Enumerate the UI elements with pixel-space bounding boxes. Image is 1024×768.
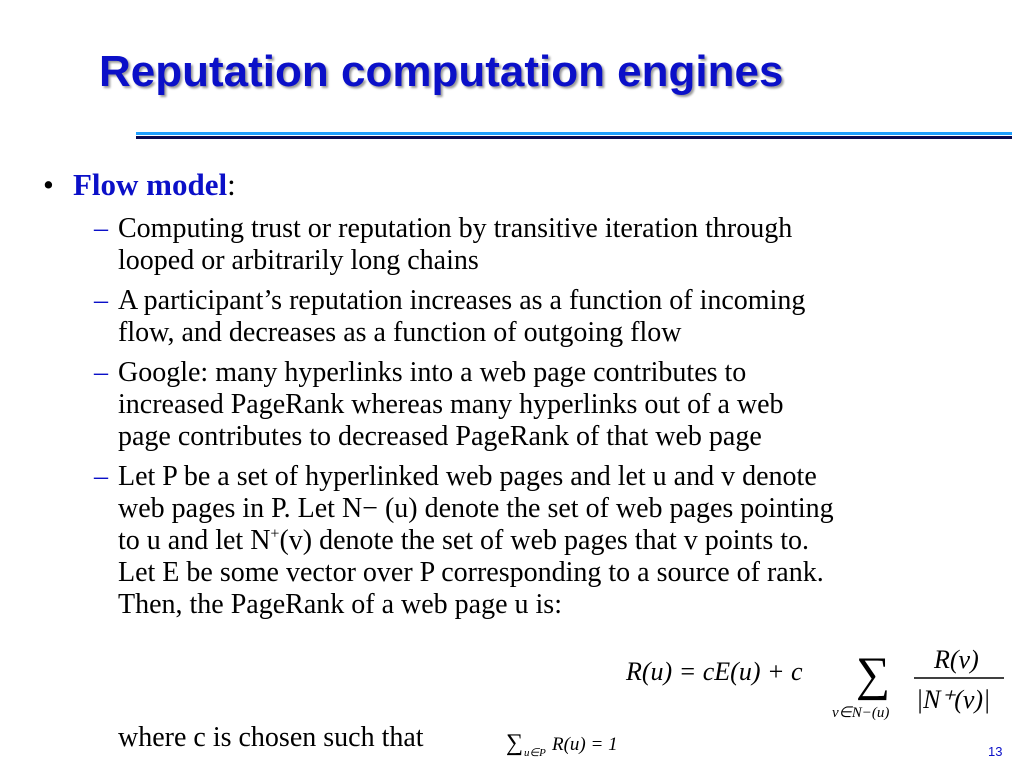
bullet-flow-model (43, 167, 236, 203)
text-segment: (v) denote the set of web pages that v points to. (279, 525, 809, 556)
pagerank-formula (624, 640, 1008, 722)
summation-subscript-small: u∈P (524, 747, 546, 759)
sub-item-text-line: looped or arbitrarily long chains (118, 245, 479, 276)
dash-marker: – (94, 461, 108, 492)
sub-item-text-line: Computing trust or reputation by transitive iteration through (118, 213, 793, 244)
summation-symbol-small: ∑ (506, 730, 524, 756)
formula-lhs: R(u) = cE(u) + c (626, 657, 803, 686)
bullet-marker: • (43, 167, 54, 202)
bullet-heading: Flow model (73, 167, 228, 202)
summation-subscript: v∈N−(u) (832, 705, 890, 721)
sub-item-text-line: flow, and decreases as a function of outgoing flow (118, 317, 682, 348)
text-segment: to u and let N (118, 525, 271, 556)
summation-symbol: ∑ (856, 648, 891, 701)
sub-item-text-line: web pages in P. Let N− (u) denote the set of web pages pointing (118, 493, 834, 524)
normalization-formula (504, 726, 664, 760)
sub-item-pagerank-definition (94, 461, 1004, 621)
slide-title: Reputation computation engines (99, 47, 784, 96)
sub-item-text-line (118, 525, 1004, 557)
sub-item-text-line: A participant’s reputation increases as a function of incoming (118, 285, 806, 316)
sub-item-incoming-outgoing-flow (94, 285, 1004, 349)
sub-item-text-line: page contributes to decreased PageRank of that web page (118, 421, 762, 452)
title-underline (136, 136, 1012, 139)
dash-marker: – (94, 285, 108, 316)
fraction-numerator: R(v) (934, 645, 979, 674)
where-clause: where c is chosen such that (118, 722, 424, 753)
sub-item-text-line: Google: many hyperlinks into a web page contributes to (118, 357, 747, 388)
fraction-denominator: |N⁺(v)| (916, 685, 991, 714)
slide-number: 13 (988, 744, 1003, 759)
sub-bullet-list (94, 213, 1004, 629)
dash-marker: – (94, 357, 108, 388)
sub-item-text-line: Let P be a set of hyperlinked web pages and let u and v denote (118, 461, 817, 492)
sub-item-text-line: Then, the PageRank of a web page u is: (118, 589, 562, 620)
dash-marker: – (94, 213, 108, 244)
sub-item-transitive-iteration (94, 213, 1004, 277)
sub-item-text-line: increased PageRank whereas many hyperlinks out of a web (118, 389, 784, 420)
sub-item-google-pagerank (94, 357, 1004, 453)
normalization-expression: R(u) = 1 (552, 734, 618, 755)
bullet-colon: : (227, 167, 236, 202)
sub-item-text-line: Let E be some vector over P corresponding to a source of rank. (118, 557, 824, 588)
superscript-plus: + (270, 525, 280, 543)
